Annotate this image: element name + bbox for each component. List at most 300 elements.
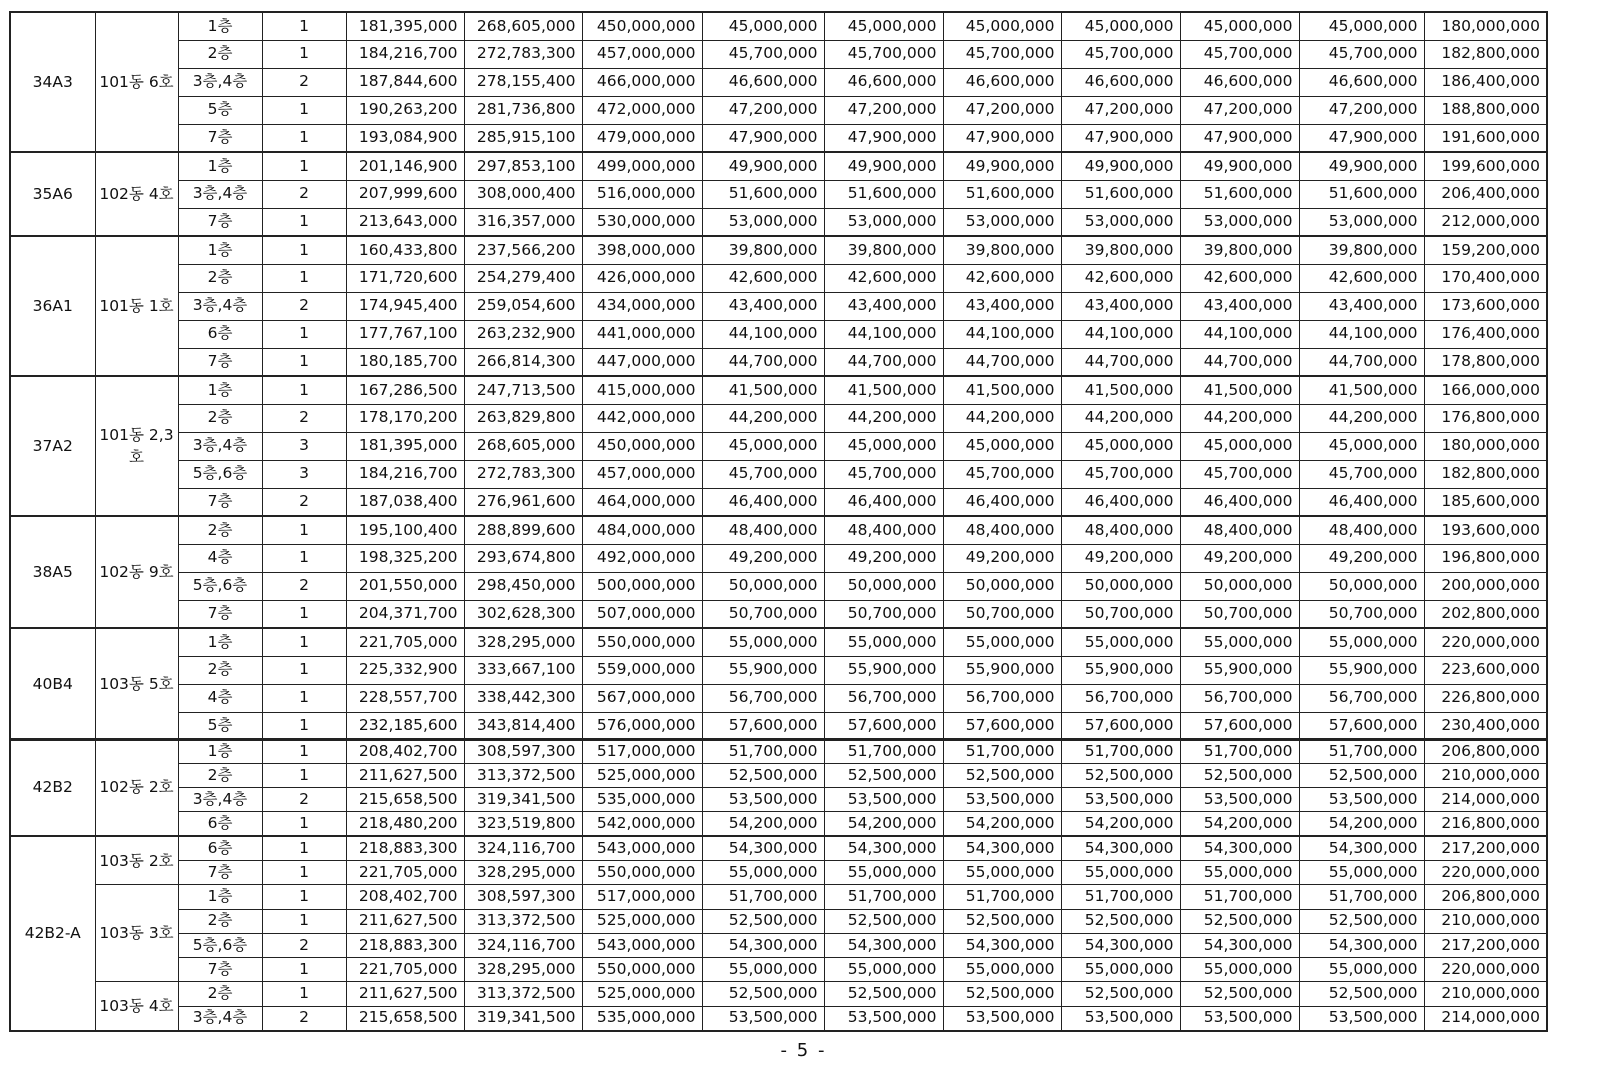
building-unit-cell: 101동 6호 (95, 12, 178, 152)
price-cell: 230,400,000 (1424, 712, 1547, 740)
price-cell: 184,216,700 (346, 40, 464, 68)
table-row (10, 348, 1547, 376)
price-cell: 176,800,000 (1424, 404, 1547, 432)
price-cell: 542,000,000 (582, 812, 702, 836)
price-cell: 46,600,000 (1299, 68, 1424, 96)
unit-count-cell: 1 (262, 739, 346, 763)
price-cell: 47,900,000 (943, 124, 1061, 152)
price-cell: 52,500,000 (943, 982, 1061, 1006)
price-cell: 550,000,000 (582, 860, 702, 884)
price-cell: 49,200,000 (824, 544, 943, 572)
price-cell: 54,300,000 (1061, 836, 1180, 860)
building-unit-cell: 102동 9호 (95, 516, 178, 628)
price-cell: 54,300,000 (824, 836, 943, 860)
price-cell: 213,643,000 (346, 208, 464, 236)
price-cell: 45,000,000 (943, 12, 1061, 40)
floor-cell: 2층 (178, 763, 262, 787)
price-cell: 44,100,000 (824, 320, 943, 348)
price-cell: 50,000,000 (702, 572, 824, 600)
floor-cell: 7층 (178, 124, 262, 152)
price-cell: 206,800,000 (1424, 739, 1547, 763)
price-cell: 302,628,300 (464, 600, 582, 628)
price-cell: 263,829,800 (464, 404, 582, 432)
floor-cell: 3층,4층 (178, 788, 262, 812)
price-cell: 56,700,000 (824, 684, 943, 712)
price-cell: 457,000,000 (582, 460, 702, 488)
price-cell: 49,900,000 (1299, 152, 1424, 180)
price-cell: 54,200,000 (1061, 812, 1180, 836)
building-unit-cell: 103동 3호 (95, 885, 178, 982)
price-cell: 49,900,000 (1061, 152, 1180, 180)
price-cell: 333,667,100 (464, 656, 582, 684)
price-cell: 56,700,000 (943, 684, 1061, 712)
floor-cell: 2층 (178, 909, 262, 933)
price-cell: 308,597,300 (464, 739, 582, 763)
price-cell: 53,500,000 (824, 788, 943, 812)
floor-cell: 5층,6층 (178, 460, 262, 488)
price-cell: 45,700,000 (943, 460, 1061, 488)
price-cell: 212,000,000 (1424, 208, 1547, 236)
price-cell: 55,900,000 (943, 656, 1061, 684)
price-cell: 44,700,000 (943, 348, 1061, 376)
table-row (10, 544, 1547, 572)
price-cell: 52,500,000 (943, 763, 1061, 787)
price-cell: 45,000,000 (1299, 12, 1424, 40)
price-cell: 308,597,300 (464, 885, 582, 909)
price-cell: 45,700,000 (824, 460, 943, 488)
price-cell: 479,000,000 (582, 124, 702, 152)
table-row (10, 208, 1547, 236)
price-cell: 293,674,800 (464, 544, 582, 572)
price-cell: 207,999,600 (346, 180, 464, 208)
price-cell: 41,500,000 (824, 376, 943, 404)
price-cell: 55,000,000 (1061, 958, 1180, 982)
price-cell: 52,500,000 (702, 909, 824, 933)
price-cell: 206,400,000 (1424, 180, 1547, 208)
price-cell: 44,100,000 (1061, 320, 1180, 348)
price-cell: 53,500,000 (702, 788, 824, 812)
price-cell: 57,600,000 (943, 712, 1061, 740)
price-cell: 276,961,600 (464, 488, 582, 516)
unit-count-cell: 1 (262, 124, 346, 152)
price-cell: 55,000,000 (824, 958, 943, 982)
price-cell: 210,000,000 (1424, 909, 1547, 933)
floor-cell: 6층 (178, 812, 262, 836)
price-cell: 55,000,000 (1061, 860, 1180, 884)
floor-cell: 1층 (178, 628, 262, 656)
price-cell: 217,200,000 (1424, 933, 1547, 957)
price-cell: 45,000,000 (1180, 12, 1299, 40)
price-cell: 52,500,000 (943, 909, 1061, 933)
price-cell: 193,600,000 (1424, 516, 1547, 544)
price-cell: 223,600,000 (1424, 656, 1547, 684)
price-cell: 44,100,000 (702, 320, 824, 348)
price-cell: 174,945,400 (346, 292, 464, 320)
price-cell: 182,800,000 (1424, 40, 1547, 68)
price-cell: 52,500,000 (702, 982, 824, 1006)
price-cell: 543,000,000 (582, 836, 702, 860)
page-number: - 5 - (780, 1040, 827, 1061)
table-row (10, 600, 1547, 628)
price-cell: 55,000,000 (943, 958, 1061, 982)
price-cell: 190,263,200 (346, 96, 464, 124)
table-row (10, 982, 1547, 1006)
floor-cell: 4층 (178, 544, 262, 572)
price-cell: 44,700,000 (1061, 348, 1180, 376)
price-cell: 198,325,200 (346, 544, 464, 572)
price-cell: 237,566,200 (464, 236, 582, 264)
price-cell: 220,000,000 (1424, 860, 1547, 884)
price-cell: 50,000,000 (1299, 572, 1424, 600)
price-cell: 47,200,000 (702, 96, 824, 124)
price-cell: 193,084,900 (346, 124, 464, 152)
price-cell: 49,200,000 (1061, 544, 1180, 572)
price-cell: 47,200,000 (824, 96, 943, 124)
price-cell: 54,200,000 (1180, 812, 1299, 836)
price-cell: 51,700,000 (824, 885, 943, 909)
price-cell: 232,185,600 (346, 712, 464, 740)
unit-count-cell: 1 (262, 96, 346, 124)
price-cell: 49,900,000 (1180, 152, 1299, 180)
price-cell: 313,372,500 (464, 909, 582, 933)
floor-cell: 1층 (178, 885, 262, 909)
price-cell: 464,000,000 (582, 488, 702, 516)
price-table-upper (9, 11, 1548, 741)
price-cell: 50,700,000 (702, 600, 824, 628)
price-cell: 43,400,000 (824, 292, 943, 320)
table-row (10, 68, 1547, 96)
price-cell: 535,000,000 (582, 788, 702, 812)
price-cell: 49,200,000 (1180, 544, 1299, 572)
unit-count-cell: 3 (262, 432, 346, 460)
price-cell: 55,000,000 (702, 628, 824, 656)
unit-count-cell: 1 (262, 763, 346, 787)
price-cell: 45,000,000 (702, 12, 824, 40)
price-cell: 319,341,500 (464, 788, 582, 812)
price-cell: 51,600,000 (1180, 180, 1299, 208)
price-cell: 466,000,000 (582, 68, 702, 96)
price-cell: 54,300,000 (943, 836, 1061, 860)
table-row (10, 292, 1547, 320)
building-unit-cell: 103동 4호 (95, 982, 178, 1031)
table-row (10, 180, 1547, 208)
price-cell: 56,700,000 (1299, 684, 1424, 712)
price-cell: 525,000,000 (582, 909, 702, 933)
price-cell: 211,627,500 (346, 982, 464, 1006)
table-row (10, 264, 1547, 292)
price-cell: 51,600,000 (1299, 180, 1424, 208)
price-cell: 46,400,000 (824, 488, 943, 516)
unit-type-cell: 40B4 (10, 628, 95, 740)
price-cell: 52,500,000 (1299, 909, 1424, 933)
price-cell: 45,700,000 (824, 40, 943, 68)
price-cell: 199,600,000 (1424, 152, 1547, 180)
price-cell: 47,200,000 (1299, 96, 1424, 124)
price-cell: 55,900,000 (702, 656, 824, 684)
floor-cell: 3층,4층 (178, 180, 262, 208)
unit-count-cell: 1 (262, 320, 346, 348)
price-cell: 47,900,000 (1061, 124, 1180, 152)
price-cell: 56,700,000 (1061, 684, 1180, 712)
price-cell: 170,400,000 (1424, 264, 1547, 292)
price-cell: 39,800,000 (1180, 236, 1299, 264)
price-cell: 54,200,000 (702, 812, 824, 836)
price-cell: 206,800,000 (1424, 885, 1547, 909)
price-cell: 48,400,000 (702, 516, 824, 544)
price-cell: 221,705,000 (346, 860, 464, 884)
price-cell: 44,700,000 (702, 348, 824, 376)
price-cell: 45,700,000 (1061, 40, 1180, 68)
unit-count-cell: 2 (262, 488, 346, 516)
price-cell: 50,000,000 (943, 572, 1061, 600)
price-cell: 178,170,200 (346, 404, 464, 432)
table-row (10, 684, 1547, 712)
price-cell: 44,700,000 (1180, 348, 1299, 376)
price-cell: 220,000,000 (1424, 628, 1547, 656)
price-cell: 41,500,000 (1299, 376, 1424, 404)
price-cell: 57,600,000 (1299, 712, 1424, 740)
table-row (10, 812, 1547, 836)
price-cell: 535,000,000 (582, 1006, 702, 1030)
price-cell: 530,000,000 (582, 208, 702, 236)
building-unit-cell: 101동 1호 (95, 236, 178, 376)
price-cell: 55,000,000 (943, 860, 1061, 884)
price-cell: 176,400,000 (1424, 320, 1547, 348)
floor-cell: 2층 (178, 656, 262, 684)
table-row (10, 836, 1547, 860)
unit-count-cell: 1 (262, 909, 346, 933)
price-cell: 216,800,000 (1424, 812, 1547, 836)
price-cell: 52,500,000 (1061, 982, 1180, 1006)
price-cell: 53,500,000 (702, 1006, 824, 1030)
building-unit-cell: 102동 4호 (95, 152, 178, 236)
price-cell: 160,433,800 (346, 236, 464, 264)
price-cell: 202,800,000 (1424, 600, 1547, 628)
price-cell: 499,000,000 (582, 152, 702, 180)
price-cell: 55,000,000 (1299, 860, 1424, 884)
price-cell: 45,700,000 (702, 460, 824, 488)
price-cell: 398,000,000 (582, 236, 702, 264)
price-cell: 221,705,000 (346, 628, 464, 656)
unit-type-cell: 38A5 (10, 516, 95, 628)
price-cell: 323,519,800 (464, 812, 582, 836)
price-cell: 55,000,000 (1180, 860, 1299, 884)
price-cell: 39,800,000 (1061, 236, 1180, 264)
price-cell: 484,000,000 (582, 516, 702, 544)
floor-cell: 1층 (178, 12, 262, 40)
unit-count-cell: 1 (262, 860, 346, 884)
price-cell: 182,800,000 (1424, 460, 1547, 488)
price-cell: 54,200,000 (943, 812, 1061, 836)
price-cell: 51,700,000 (1061, 739, 1180, 763)
price-cell: 208,402,700 (346, 739, 464, 763)
price-cell: 285,915,100 (464, 124, 582, 152)
price-cell: 51,600,000 (824, 180, 943, 208)
price-cell: 51,600,000 (943, 180, 1061, 208)
unit-count-cell: 1 (262, 208, 346, 236)
price-cell: 457,000,000 (582, 40, 702, 68)
unit-type-cell: 37A2 (10, 376, 95, 516)
price-table-lower (9, 738, 1548, 1032)
price-cell: 55,000,000 (1061, 628, 1180, 656)
price-cell: 50,700,000 (1061, 600, 1180, 628)
price-cell: 47,200,000 (943, 96, 1061, 124)
table-row (10, 152, 1547, 180)
price-cell: 57,600,000 (702, 712, 824, 740)
floor-cell: 7층 (178, 488, 262, 516)
price-cell: 184,216,700 (346, 460, 464, 488)
price-cell: 281,736,800 (464, 96, 582, 124)
unit-count-cell: 1 (262, 12, 346, 40)
price-cell: 263,232,900 (464, 320, 582, 348)
price-cell: 225,332,900 (346, 656, 464, 684)
price-cell: 39,800,000 (943, 236, 1061, 264)
price-cell: 52,500,000 (702, 763, 824, 787)
unit-count-cell: 1 (262, 516, 346, 544)
unit-count-cell: 1 (262, 376, 346, 404)
price-cell: 181,395,000 (346, 12, 464, 40)
floor-cell: 6층 (178, 836, 262, 860)
floor-cell: 2층 (178, 404, 262, 432)
price-cell: 187,844,600 (346, 68, 464, 96)
price-cell: 41,500,000 (702, 376, 824, 404)
price-cell: 53,500,000 (1061, 788, 1180, 812)
price-cell: 517,000,000 (582, 885, 702, 909)
price-cell: 201,550,000 (346, 572, 464, 600)
unit-type-cell: 36A1 (10, 236, 95, 376)
floor-cell: 7층 (178, 958, 262, 982)
price-cell: 266,814,300 (464, 348, 582, 376)
price-cell: 48,400,000 (1180, 516, 1299, 544)
price-cell: 188,800,000 (1424, 96, 1547, 124)
price-cell: 48,400,000 (943, 516, 1061, 544)
price-cell: 210,000,000 (1424, 982, 1547, 1006)
table-row (10, 320, 1547, 348)
unit-count-cell: 1 (262, 236, 346, 264)
price-cell: 54,300,000 (824, 933, 943, 957)
price-cell: 338,442,300 (464, 684, 582, 712)
price-cell: 54,300,000 (943, 933, 1061, 957)
floor-cell: 1층 (178, 152, 262, 180)
unit-count-cell: 1 (262, 885, 346, 909)
price-cell: 173,600,000 (1424, 292, 1547, 320)
price-cell: 51,600,000 (1061, 180, 1180, 208)
price-cell: 53,500,000 (824, 1006, 943, 1030)
price-cell: 201,146,900 (346, 152, 464, 180)
price-cell: 180,000,000 (1424, 432, 1547, 460)
price-cell: 45,000,000 (1180, 432, 1299, 460)
price-cell: 434,000,000 (582, 292, 702, 320)
price-cell: 49,900,000 (824, 152, 943, 180)
building-unit-cell: 101동 2,3호 (95, 376, 178, 516)
price-cell: 550,000,000 (582, 958, 702, 982)
price-cell: 159,200,000 (1424, 236, 1547, 264)
price-cell: 268,605,000 (464, 12, 582, 40)
table-row (10, 572, 1547, 600)
price-cell: 51,700,000 (1180, 885, 1299, 909)
unit-type-cell: 42B2-A (10, 836, 95, 1030)
price-cell: 44,100,000 (1180, 320, 1299, 348)
price-cell: 55,000,000 (1299, 628, 1424, 656)
price-cell: 54,200,000 (824, 812, 943, 836)
price-cell: 43,400,000 (1061, 292, 1180, 320)
price-cell: 46,400,000 (702, 488, 824, 516)
price-cell: 42,600,000 (1299, 264, 1424, 292)
price-cell: 492,000,000 (582, 544, 702, 572)
price-cell: 319,341,500 (464, 1006, 582, 1030)
floor-cell: 1층 (178, 236, 262, 264)
price-cell: 41,500,000 (943, 376, 1061, 404)
price-cell: 51,600,000 (702, 180, 824, 208)
unit-type-cell: 35A6 (10, 152, 95, 236)
price-cell: 42,600,000 (1061, 264, 1180, 292)
price-cell: 195,100,400 (346, 516, 464, 544)
price-cell: 51,700,000 (943, 739, 1061, 763)
price-cell: 45,700,000 (1299, 40, 1424, 68)
price-cell: 50,000,000 (824, 572, 943, 600)
price-cell: 507,000,000 (582, 600, 702, 628)
unit-count-cell: 1 (262, 264, 346, 292)
price-cell: 51,700,000 (702, 739, 824, 763)
price-cell: 297,853,100 (464, 152, 582, 180)
price-cell: 268,605,000 (464, 432, 582, 460)
price-cell: 52,500,000 (1180, 909, 1299, 933)
unit-count-cell: 1 (262, 684, 346, 712)
price-cell: 53,500,000 (1180, 788, 1299, 812)
price-cell: 211,627,500 (346, 909, 464, 933)
price-cell: 53,500,000 (943, 1006, 1061, 1030)
price-cell: 51,700,000 (1061, 885, 1180, 909)
price-cell: 55,000,000 (1180, 628, 1299, 656)
price-cell: 47,900,000 (1299, 124, 1424, 152)
floor-cell: 4층 (178, 684, 262, 712)
price-cell: 218,480,200 (346, 812, 464, 836)
price-cell: 53,500,000 (943, 788, 1061, 812)
price-cell: 51,700,000 (1180, 739, 1299, 763)
price-cell: 45,700,000 (1299, 460, 1424, 488)
price-cell: 46,600,000 (1061, 68, 1180, 96)
price-cell: 214,000,000 (1424, 1006, 1547, 1030)
price-cell: 543,000,000 (582, 933, 702, 957)
table-row (10, 124, 1547, 152)
price-cell: 447,000,000 (582, 348, 702, 376)
price-cell: 44,200,000 (1180, 404, 1299, 432)
price-cell: 54,200,000 (1299, 812, 1424, 836)
price-cell: 53,000,000 (943, 208, 1061, 236)
price-cell: 441,000,000 (582, 320, 702, 348)
price-cell: 49,200,000 (1299, 544, 1424, 572)
price-cell: 55,000,000 (1180, 958, 1299, 982)
price-cell: 47,900,000 (824, 124, 943, 152)
price-cell: 50,700,000 (824, 600, 943, 628)
price-cell: 56,700,000 (1180, 684, 1299, 712)
floor-cell: 1층 (178, 739, 262, 763)
price-cell: 324,116,700 (464, 836, 582, 860)
floor-cell: 3층,4층 (178, 292, 262, 320)
price-cell: 56,700,000 (702, 684, 824, 712)
price-cell: 44,200,000 (702, 404, 824, 432)
price-cell: 218,883,300 (346, 933, 464, 957)
price-cell: 210,000,000 (1424, 763, 1547, 787)
table-row (10, 628, 1547, 656)
table-row (10, 96, 1547, 124)
price-cell: 180,185,700 (346, 348, 464, 376)
price-cell: 45,000,000 (1299, 432, 1424, 460)
price-cell: 44,700,000 (824, 348, 943, 376)
price-cell: 46,400,000 (943, 488, 1061, 516)
table-row (10, 236, 1547, 264)
price-cell: 46,600,000 (824, 68, 943, 96)
